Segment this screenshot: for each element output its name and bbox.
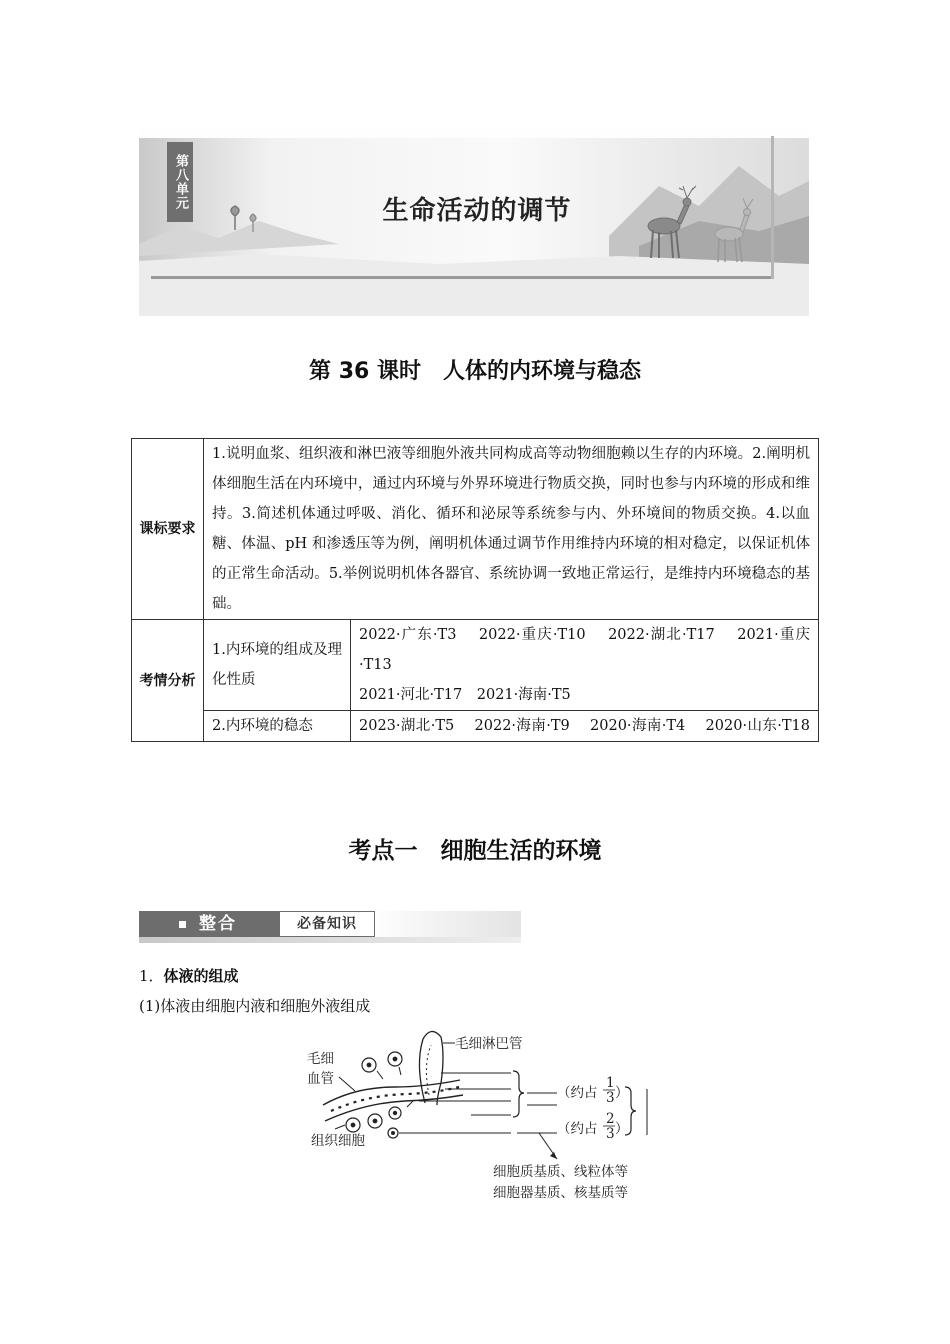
lymph-dots <box>426 1045 431 1095</box>
section-bar-sub: 必备知识 <box>279 911 375 937</box>
fraction1-close: ） <box>615 1085 629 1101</box>
label-cell: 组织细胞 <box>311 1133 365 1149</box>
sources-line: 2022·广东·T3 2022·重庆·T10 2022·湖北·T17 2021·重庆·T13 <box>359 627 810 673</box>
fraction1-num: 1 <box>606 1075 615 1091</box>
unit-tag: 第八单元 <box>167 142 193 222</box>
banner-underline <box>151 276 773 279</box>
sources-cell <box>351 711 819 742</box>
section-title: 考点一 细胞生活的环境 <box>348 838 602 864</box>
list-item-heading <box>139 965 239 986</box>
sources-cell <box>351 620 819 711</box>
table-row <box>132 711 819 742</box>
fraction2-prefix: （约占 <box>557 1121 598 1137</box>
fraction1-den: 3 <box>606 1090 615 1106</box>
lymph-capillary-shape <box>419 1031 443 1105</box>
row-header-requirements: 课标要求 <box>132 439 204 620</box>
topic-cell: 1.内环境的组成及理化性质 <box>204 620 351 711</box>
fraction2-den: 3 <box>606 1126 615 1142</box>
list-item-label: 体液的组成 <box>163 967 239 985</box>
table-row <box>132 620 819 711</box>
banner-edge <box>771 136 774 279</box>
brace-extracellular <box>513 1071 524 1117</box>
label-capillary-2: 血管 <box>307 1071 334 1087</box>
curriculum-table <box>131 438 819 742</box>
fraction1-prefix: （约占 <box>557 1085 598 1101</box>
table-row <box>132 439 819 620</box>
section-bar-main <box>139 911 279 937</box>
capillary-pointer <box>339 1077 355 1091</box>
note-line-2: 细胞器基质、核基质等 <box>493 1185 628 1201</box>
topic-cell: 2.内环境的稳态 <box>204 711 351 742</box>
requirements-cell: 1.说明血浆、组织液和淋巴液等细胞外液共同构成高等动物细胞赖以生存的内环境。2.阐明机体细胞生活在内环境中，通过内环境与外界环境进行物质交换，同时也参与内环境的形成和维持。3.简述机体通过呼吸、消化、循环和泌尿等系统参与内、外环境间的物质交换。4.以血糖、体温、pH 和渗透压等为例，阐明机体通过调节作用维持内环境的相对稳定，以保证机体的正常生命活动。5.举例说明机体各器官、系统协调一致地正常运行，是维持内环境稳态的基础。 <box>204 439 819 620</box>
body-fluid-diagram <box>295 1025 665 1210</box>
fraction2-num: 2 <box>606 1111 615 1127</box>
sources-line: 2023·湖北·T5 2022·海南·T9 2020·海南·T4 2020·山东·T18 <box>359 718 810 734</box>
section-bar <box>139 911 521 943</box>
square-icon <box>179 921 186 928</box>
row-header-analysis: 考情分析 <box>132 620 204 742</box>
section-bar-underline <box>139 937 521 943</box>
lesson-title: 第 36 课时 人体的内环境与稳态 <box>309 359 641 384</box>
label-lymph: 毛细淋巴管 <box>455 1036 523 1052</box>
section-bar-main-label: 整合 <box>199 914 237 934</box>
unit-banner <box>139 126 809 316</box>
banner-title: 生命活动的调节 <box>382 196 572 226</box>
label-capillary-1: 毛细 <box>307 1051 334 1067</box>
sources-line: 2021·河北·T17 2021·海南·T5 <box>359 687 571 703</box>
fraction2-close: ） <box>615 1121 629 1137</box>
sub-item-text: (1)体液由细胞内液和细胞外液组成 <box>139 997 371 1015</box>
note-line-1: 细胞质基质、线粒体等 <box>493 1164 628 1180</box>
capillary-wall <box>325 1095 463 1121</box>
list-item-number: 1． <box>139 967 164 985</box>
pointer-lines <box>399 1073 511 1133</box>
